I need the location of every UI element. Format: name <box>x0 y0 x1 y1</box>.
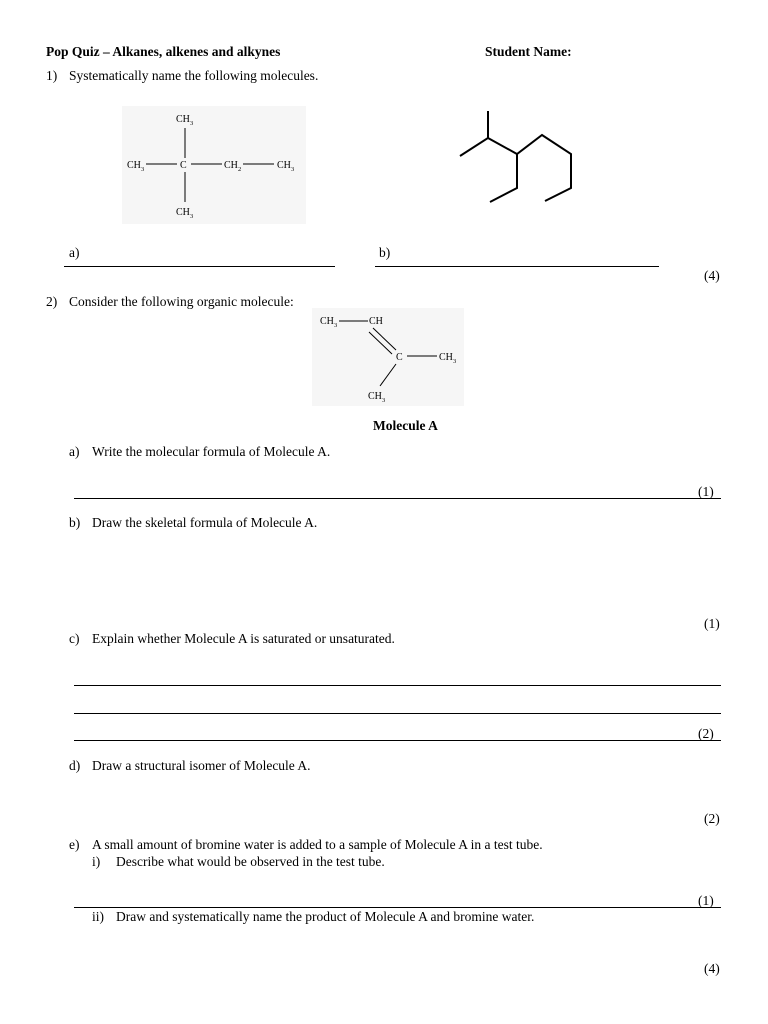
svg-text:CH: CH <box>176 114 190 125</box>
q2c-text: Explain whether Molecule A is saturated or unsaturated. <box>92 631 395 646</box>
q2a-marks: (1) <box>698 484 714 499</box>
svg-text:CH: CH <box>439 352 453 363</box>
svg-text:3: 3 <box>382 397 386 404</box>
svg-text:3: 3 <box>190 120 194 127</box>
svg-text:CH: CH <box>224 160 238 171</box>
svg-text:3: 3 <box>291 166 295 173</box>
q1b-skeletal-formula <box>455 106 580 206</box>
svg-text:CH: CH <box>368 391 382 402</box>
q1-marks: (4) <box>704 268 720 283</box>
quiz-title: Pop Quiz – Alkanes, alkenes and alkynes <box>46 44 281 59</box>
student-name-label: Student Name: <box>485 44 572 59</box>
q1-number: 1) <box>46 68 58 83</box>
q1a-label: a) <box>69 245 80 260</box>
svg-text:CH: CH <box>277 160 291 171</box>
q1b-answer-line[interactable] <box>375 266 659 267</box>
q2e-ii-label: ii) <box>92 909 104 924</box>
q2d-text: Draw a structural isomer of Molecule A. <box>92 758 311 773</box>
skeletal-bonds-left <box>460 111 488 156</box>
q2a-label: a) <box>69 444 80 459</box>
q1-prompt: Systematically name the following molecules. <box>69 68 319 83</box>
q2c-answer-line-1[interactable] <box>74 685 721 686</box>
q2d-label: d) <box>69 758 81 773</box>
svg-text:2: 2 <box>238 166 242 173</box>
q2e-i-text: Describe what would be observed in the test tube. <box>116 854 385 869</box>
svg-text:3: 3 <box>334 322 338 329</box>
svg-text:CH: CH <box>176 207 190 218</box>
q2e-i-answer-line[interactable] <box>74 907 721 908</box>
q1a-structural-formula <box>122 106 306 224</box>
central-carbon: C <box>180 160 187 171</box>
q2c-label: c) <box>69 631 80 646</box>
q2c-marks: (2) <box>698 726 714 741</box>
q2e-text: A small amount of bromine water is added to a sample of Molecule A in a test tube. <box>92 837 543 852</box>
q2c-answer-line-3[interactable] <box>74 740 721 741</box>
svg-text:CH: CH <box>320 316 334 327</box>
q2-number: 2) <box>46 294 58 309</box>
q2a-answer-line[interactable] <box>74 498 721 499</box>
molecule-a-structural-formula <box>312 308 464 406</box>
q1b-label: b) <box>379 245 391 260</box>
q2b-text: Draw the skeletal formula of Molecule A. <box>92 515 318 530</box>
molecule-a-caption: Molecule A <box>373 418 438 433</box>
q2e-ii-marks: (4) <box>704 961 720 976</box>
svg-text:3: 3 <box>190 213 194 220</box>
q1a-answer-line[interactable] <box>64 266 335 267</box>
q2-prompt: Consider the following organic molecule: <box>69 294 294 309</box>
q2c-answer-line-2[interactable] <box>74 713 721 714</box>
q2a-text: Write the molecular formula of Molecule A. <box>92 444 331 459</box>
quaternary-carbon: C <box>396 352 403 363</box>
q2e-i-marks: (1) <box>698 893 714 908</box>
svg-text:3: 3 <box>453 358 457 365</box>
svg-text:CH: CH <box>127 160 141 171</box>
q2e-label: e) <box>69 837 80 852</box>
q2d-marks: (2) <box>704 811 720 826</box>
q2e-ii-text: Draw and systematically name the product of Molecule A and bromine water. <box>116 909 535 924</box>
skeletal-bonds-branch <box>490 154 517 202</box>
q2e-i-label: i) <box>92 854 101 869</box>
q2b-label: b) <box>69 515 81 530</box>
skeletal-bonds-main <box>488 135 571 201</box>
q2b-marks: (1) <box>704 616 720 631</box>
ch-group: CH <box>369 316 383 327</box>
svg-text:3: 3 <box>141 166 145 173</box>
